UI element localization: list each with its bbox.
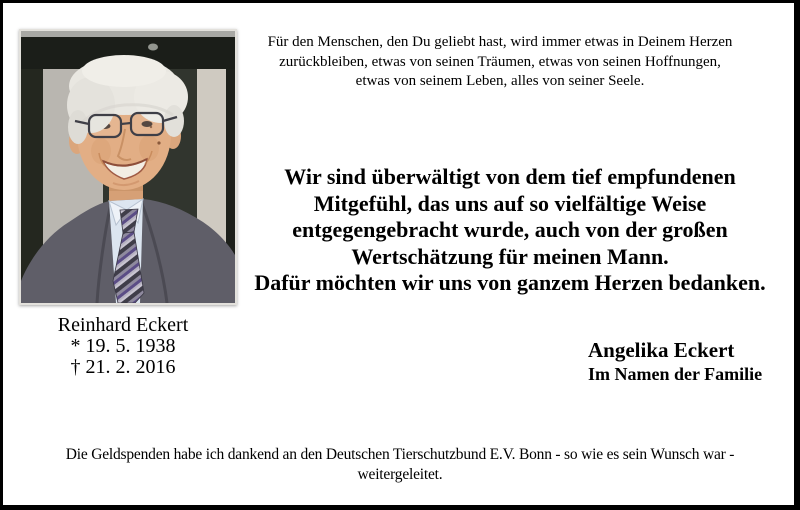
memorial-quote-line: Für den Menschen, den Du geliebt hast, wird immer etwas in Deinem Herzen (267, 34, 733, 50)
thanks-message-line: entgegengebracht wurde, auch von der großen (292, 217, 728, 242)
thanks-message-line: Wertschätzung für meinen Mann. (351, 243, 669, 269)
donation-note-line: Die Geldspenden habe ich dankend an den Deutschen Tierschutzbund E.V. Bonn - so wie es sein Wunsch war - (65, 446, 735, 463)
memorial-quote-line: etwas von seinem Leben, alles von seiner Seele. (355, 73, 645, 89)
thanks-message-line: Mitgefühl, das uns auf so vielfältige Weise (313, 190, 707, 216)
donation-note-line: weitergeleitet. (357, 465, 443, 483)
deceased-block (12, 315, 234, 378)
thanks-message (238, 164, 782, 297)
thanks-message-line: Wir sind überwältigt von dem tief empfundenen (284, 164, 736, 189)
signature-name: Angelika Eckert (588, 338, 735, 362)
signature-subline: Im Namen der Familie (588, 364, 763, 384)
deceased-name: Reinhard Eckert (57, 314, 189, 336)
deceased-death-date: † 21. 2. 2016 (70, 356, 176, 378)
donation-note (0, 445, 800, 484)
memorial-quote-line: zurückbleiben, etwas von seinen Träumen, etwas von seinen Hoffnungen, (279, 53, 721, 70)
thanks-message-line: Dafür möchten wir uns von ganzem Herzen bedanken. (254, 270, 766, 295)
signature-block (588, 337, 762, 385)
portrait-photo (19, 29, 237, 305)
deceased-birth-date: * 19. 5. 1938 (70, 335, 176, 357)
portrait-photo-illustration (21, 31, 235, 303)
memorial-quote (240, 33, 760, 92)
